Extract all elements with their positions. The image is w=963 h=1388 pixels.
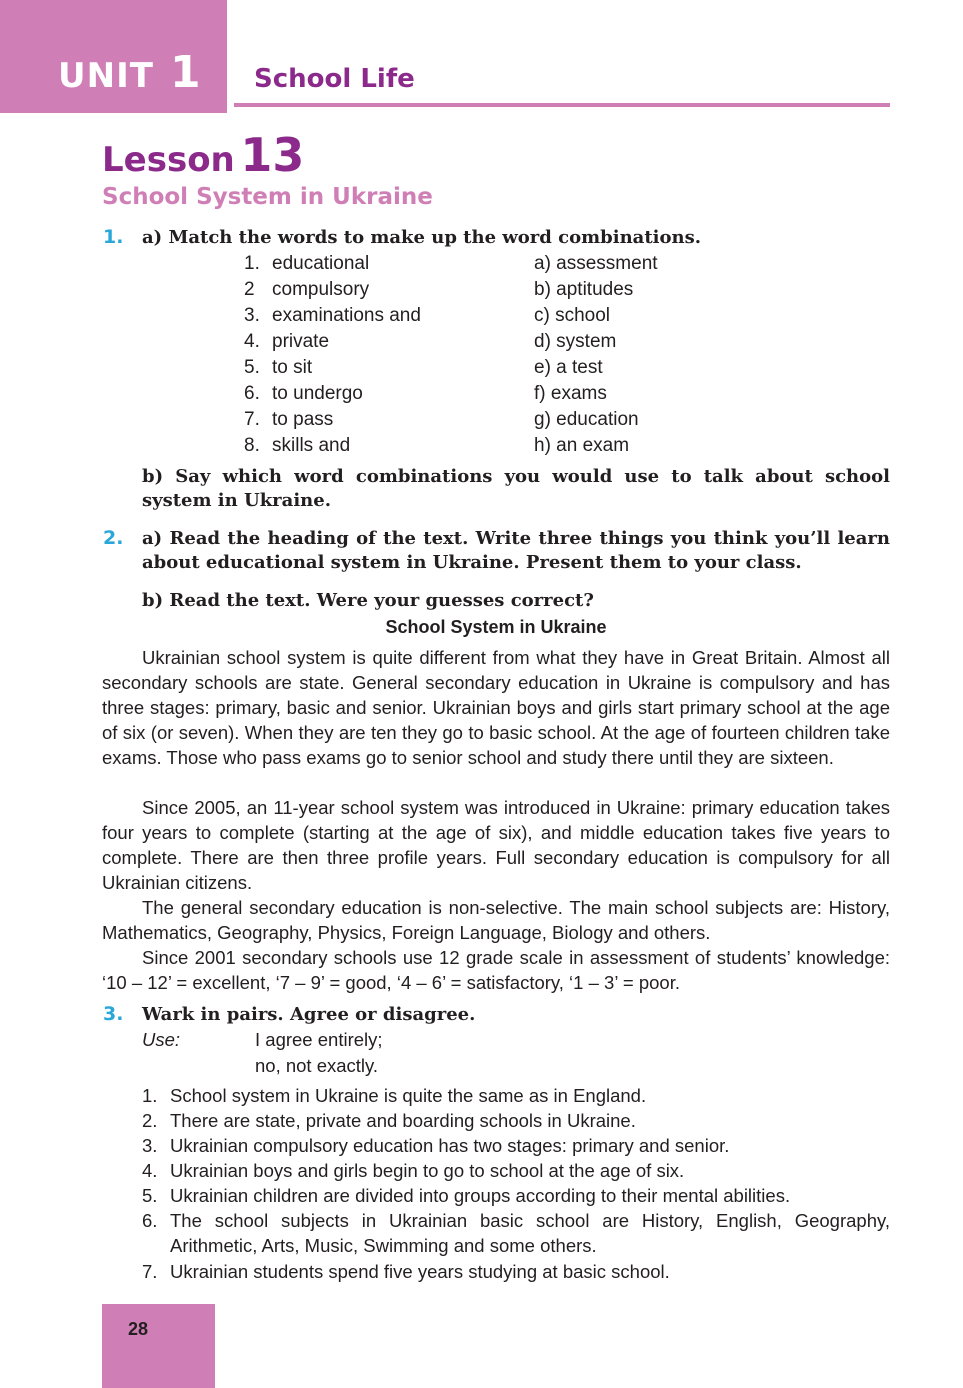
match-left-item: 1. educational [244, 253, 370, 274]
reading-paragraph: Since 2005, an 11-year school system was introduced in Ukraine: primary education takes four years to complete (starting at the age of six), and middle education takes five years to complete. There are then three profile years. Full secondary education is compulsory for all Ukrainian citizens. [102, 797, 890, 893]
match-left-item: 4. private [244, 331, 330, 352]
header-divider [234, 103, 890, 107]
match-right-item: f) exams [534, 383, 607, 404]
exercise-3-number: 3. [103, 1003, 124, 1025]
use-label: Use: [142, 1029, 181, 1050]
statement-item: 1. School system in Ukraine is quite the same as in England. [142, 1085, 647, 1106]
match-right-item: d) system [534, 331, 617, 352]
match-left-item: 6. to undergo [244, 383, 363, 404]
statement-item: 4. Ukrainian boys and girls begin to go to school at the age of six. [142, 1160, 685, 1181]
exercise-1a-instruction: a) Match the words to make up the word combinations. [142, 227, 701, 248]
match-right-item: a) assessment [534, 253, 658, 274]
lesson-number: 13 [240, 128, 305, 182]
unit-number: 1 [170, 47, 201, 98]
lesson-word: Lesson [102, 140, 235, 180]
exercise-2b-instruction: b) Read the text. Were your guesses correct? [142, 590, 594, 611]
match-right-item: h) an exam [534, 435, 630, 456]
reading-text-title: School System in Ukraine [385, 617, 607, 637]
unit-label: UNIT [58, 56, 154, 96]
statement-item: 7. Ukrainian students spend five years studying at basic school. [142, 1261, 670, 1282]
match-left-item: 2 compulsory [244, 279, 370, 300]
match-left-item: 8. skills and [244, 435, 351, 456]
exercise-1b-instruction: b) Say which word combinations you would use to talk about school system in Ukraine. [142, 466, 890, 511]
exercise-2a-instruction: a) Read the heading of the text. Write three things you think you’ll learn about educational system in Ukraine. Present them to your class. [142, 528, 890, 573]
match-right-item: g) education [534, 409, 639, 430]
lesson-title [102, 128, 304, 182]
unit-banner [0, 0, 227, 113]
statement-item: 2. There are state, private and boarding schools in Ukraine. [142, 1110, 636, 1131]
page-number-box [102, 1304, 215, 1388]
reading-paragraph: Since 2001 secondary schools use 12 grade scale in assessment of students’ knowledge: ‘10 – 12’ = excellent, ‘7 – 9’ = good, ‘4 – 6’ = satisfactory, ‘1 – 3’ = poor. [102, 947, 890, 993]
lesson-subtitle: School System in Ukraine [102, 184, 433, 210]
exercise-2-number: 2. [103, 527, 124, 549]
match-right-item: e) a test [534, 357, 603, 378]
match-left-item: 5. to sit [244, 357, 313, 378]
exercise-1-number: 1. [103, 226, 124, 248]
use-phrase: I agree entirely; [255, 1029, 383, 1050]
page-number: 28 [128, 1319, 149, 1339]
match-left-item: 7. to pass [244, 409, 334, 430]
statement-item: 6. The school subjects in Ukrainian basic school are History, English, Geography, Arithmetic, Arts, Music, Swimming and some others. [142, 1210, 890, 1256]
reading-paragraph: The general secondary education is non-selective. The main school subjects are: History, Mathematics, Geography, Physics, Foreign Language, Biology and others. [102, 897, 890, 943]
exercise-3-instruction: Wark in pairs. Agree or disagree. [142, 1004, 476, 1025]
statement-item: 5. Ukrainian children are divided into groups according to their mental abilities. [142, 1185, 791, 1206]
match-right-item: c) school [534, 305, 611, 326]
unit-title: School Life [254, 64, 415, 94]
match-left-item: 3. examinations and [244, 305, 421, 326]
match-right-item: b) aptitudes [534, 279, 634, 300]
use-phrase: no, not exactly. [255, 1055, 379, 1076]
reading-paragraph: Ukrainian school system is quite different from what they have in Great Britain. Almost all secondary schools are state. General secondary education in Ukraine is compulsory and has three stages: primary, basic and senior. Ukrainian boys and girls start primary school at the age of six (or seven). When they are ten they go to basic school. At the age of fourteen children take exams. Those who pass exams go to senior school and study there until they are sixteen. [102, 647, 890, 768]
statement-item: 3. Ukrainian compulsory education has two stages: primary and senior. [142, 1135, 730, 1156]
